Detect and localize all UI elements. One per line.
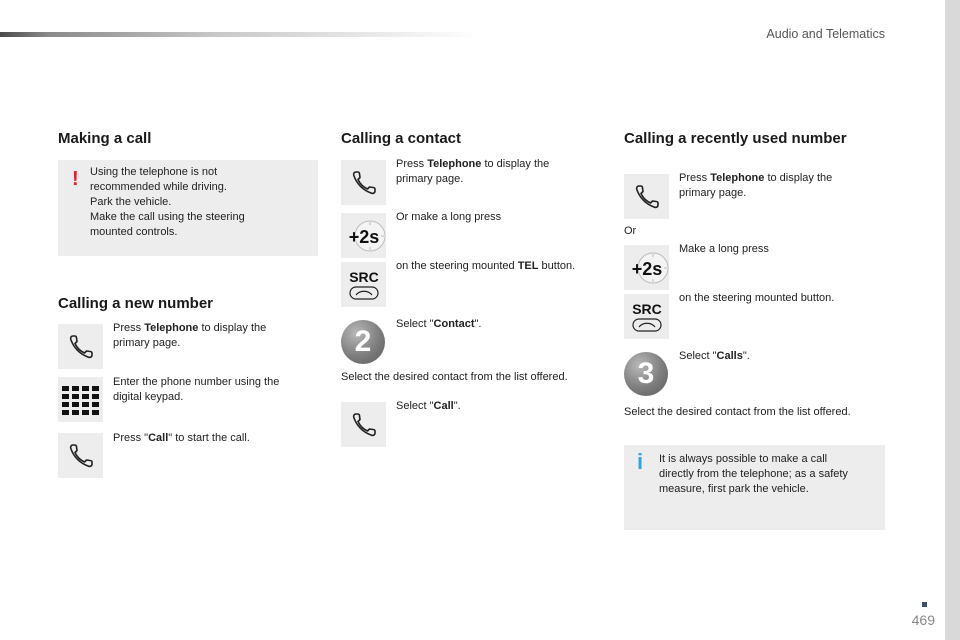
text-bold: TEL (517, 260, 539, 272)
text-part: to display the (198, 322, 267, 334)
warning-line: Park the vehicle. (90, 196, 172, 208)
recent-step-2: Make a long press (679, 243, 769, 255)
contact-step-3 (396, 259, 606, 274)
section-title: Audio and Telematics (766, 27, 885, 41)
keypad-icon-box (58, 377, 103, 422)
calling-a-contact-heading: Calling a contact (341, 130, 462, 147)
src-label: SRC (348, 268, 379, 285)
text-bold: Call (433, 400, 454, 412)
page-number: 469 (911, 612, 935, 628)
long-press-icon (342, 214, 386, 258)
long-press-label: +2s (348, 226, 379, 247)
info-box (624, 445, 885, 530)
calling-recent-number-heading: Calling a recently used number (624, 130, 847, 147)
step-number-badge: 2 (341, 320, 385, 364)
phone-handset-icon (348, 409, 380, 441)
phone-handset-icon (631, 181, 663, 213)
call-button-icon-box (341, 402, 386, 447)
recent-step-3: on the steering mounted button. (679, 292, 835, 304)
text-part: Select " (396, 318, 434, 330)
warning-line: mounted controls. (90, 226, 178, 238)
src-tel-button-icon (345, 267, 383, 303)
text-bold: Calls (716, 350, 743, 362)
recent-step-4 (679, 349, 879, 364)
text-bold: Telephone (710, 172, 765, 184)
src-tel-button-icon (628, 299, 666, 335)
long-press-icon-box (341, 213, 386, 258)
text-part: to display the (764, 172, 833, 184)
warning-icon: ! (72, 168, 79, 190)
text-part: on the steering mounted (396, 260, 518, 272)
telephone-button-icon-box (624, 174, 669, 219)
new-number-step-1 (113, 321, 308, 351)
text-part: button. (538, 260, 576, 272)
call-button-icon-box (58, 433, 103, 478)
text-part: Select " (396, 400, 434, 412)
text-part: Press (113, 322, 145, 334)
info-icon: i (637, 449, 644, 474)
text-bold: Contact (433, 318, 475, 330)
src-button-icon-box (341, 262, 386, 307)
text-part: Enter the phone number using the (113, 376, 280, 388)
warning-line: Make the call using the steering (90, 211, 245, 223)
header-gradient-bar (0, 32, 480, 37)
text-part: ". (474, 318, 482, 330)
contact-step-2: Or make a long press (396, 211, 502, 223)
long-press-icon (625, 246, 669, 290)
info-text (659, 452, 881, 497)
contact-step-5: Select the desired contact from the list offered. (341, 371, 568, 383)
warning-line: recommended while driving. (90, 181, 227, 193)
text-part: ". (453, 400, 461, 412)
page-marker (922, 602, 927, 607)
info-line: measure, first park the vehicle. (659, 483, 809, 495)
text-part: primary page. (679, 187, 747, 199)
text-part: Press (396, 158, 428, 170)
text-part: primary page. (396, 173, 464, 185)
or-label: Or (624, 225, 637, 237)
long-press-label: +2s (631, 258, 662, 279)
step-number-badge: 3 (624, 352, 668, 396)
telephone-button-icon-box (58, 324, 103, 369)
contact-step-4 (396, 317, 596, 332)
text-bold: Telephone (427, 158, 482, 170)
recent-step-1 (679, 171, 879, 201)
phone-handset-icon (65, 331, 97, 363)
text-part: Select " (679, 350, 717, 362)
recent-step-5: Select the desired contact from the list offered. (624, 406, 851, 418)
making-a-call-heading: Making a call (58, 130, 152, 147)
phone-handset-icon (348, 167, 380, 199)
telephone-button-icon-box (341, 160, 386, 205)
text-part: digital keypad. (113, 391, 184, 403)
text-bold: Telephone (144, 322, 199, 334)
keypad-icon (61, 385, 101, 415)
text-part: primary page. (113, 337, 181, 349)
new-number-step-3 (113, 431, 313, 446)
text-part: Press " (113, 432, 149, 444)
text-part: Press (679, 172, 711, 184)
text-bold: Call (148, 432, 169, 444)
warning-line: Using the telephone is not (90, 166, 218, 178)
warning-box (58, 160, 318, 256)
page-edge-rail (945, 0, 960, 640)
src-button-icon-box (624, 294, 669, 339)
src-label: SRC (631, 300, 662, 317)
contact-step-1 (396, 157, 596, 187)
text-part: ". (742, 350, 750, 362)
text-part: to display the (481, 158, 550, 170)
text-part: " to start the call. (168, 432, 250, 444)
info-line: It is always possible to make a call (659, 453, 828, 465)
calling-new-number-heading: Calling a new number (58, 295, 214, 312)
warning-text (90, 165, 310, 240)
new-number-step-2 (113, 375, 313, 405)
phone-handset-icon (65, 440, 97, 472)
info-line: directly from the telephone; as a safety (659, 468, 848, 480)
long-press-icon-box (624, 245, 669, 290)
contact-step-6 (396, 399, 596, 414)
